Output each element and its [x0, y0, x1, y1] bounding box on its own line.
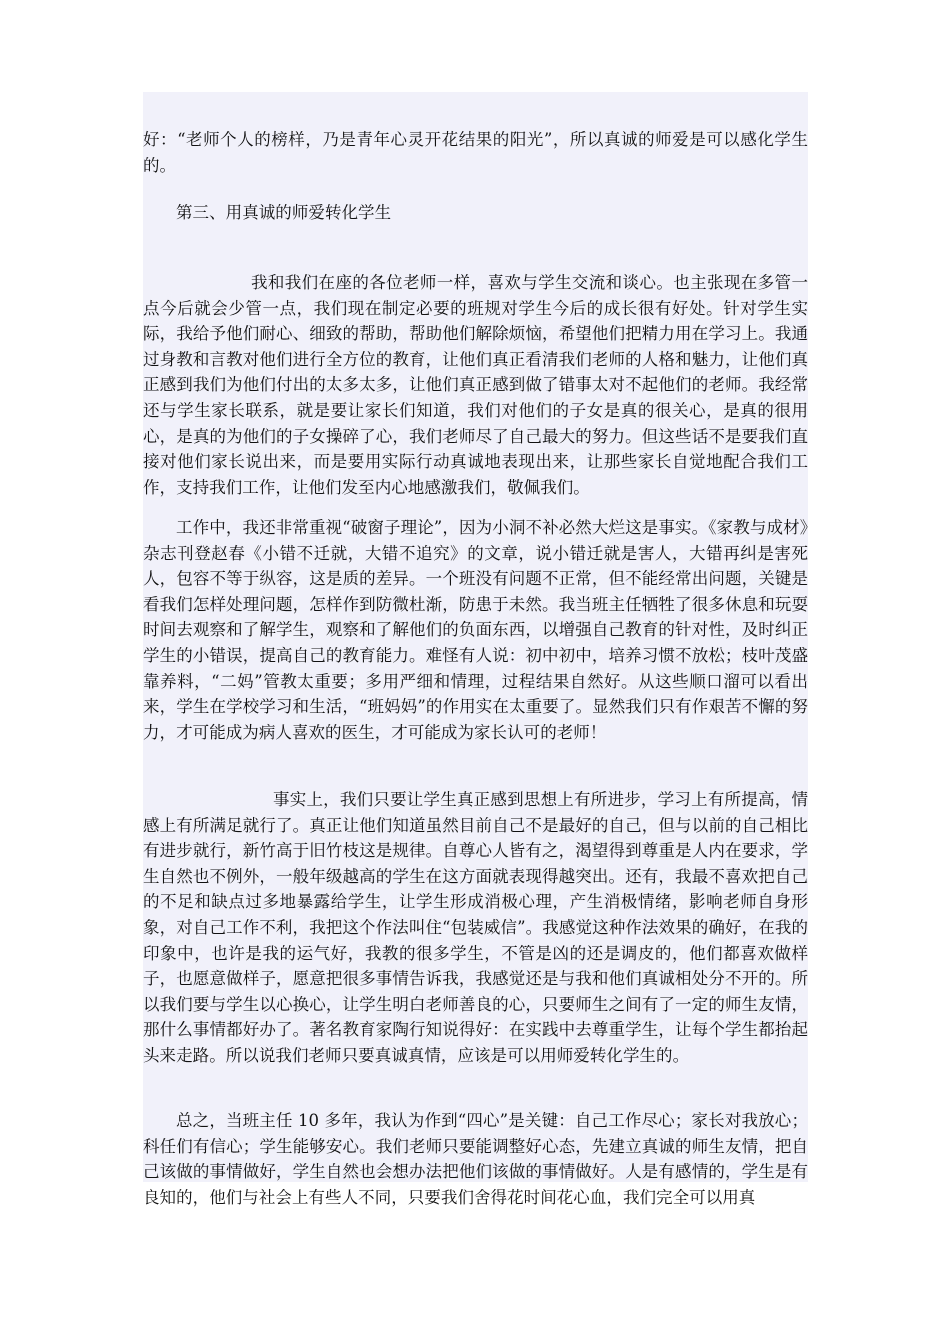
paragraph-respect-students: 事实上，我们只要让学生真正感到思想上有所进步，学习上有所提高，情感上有所满足就行了。真正让他们知道虽然目前自己不是最好的自己，但与以前的自己相比有进步就行，新竹高于旧竹枝这是规律。自尊心人皆有之，渴望得到尊重是人内在要求，学生自然也不例外，一般年级越高的学生在这方面就表现得越突出。还有，我最不喜欢把自己的不足和缺点过多地暴露给学生，让学生形成消极心理，产生消极情绪，影响老师自身形象，对自己工作不利，我把这个作法叫住“包装威信”。我感觉这种作法效果的确好，在我的印象中，也许是我的运气好，我教的很多学生，不管是凶的还是调皮的，他们都喜欢做样子，也愿意做样子，愿意把很多事情告诉我，我感觉还是与我和他们真诚相处分不开的。所以我们要与学生以心换心，让学生明白老师善良的心，只要师生之间有了一定的师生友情，那什么事情都好办了。著名教育家陶行知说得好：在实践中去尊重学生，让每个学生都抬起头来走路。所以说我们老师只要真诚真情，应该是可以用师爱转化学生的。	[143, 790, 808, 1065]
paragraph-communication: 我和我们在座的各位老师一样，喜欢与学生交流和谈心。也主张现在多管一点今后就会少管一点，我们现在制定必要的班规对学生今后的成长很有好处。针对学生实际，我给予他们耐心、细致的帮助，帮助他们解除烦恼，希望他们把精力用在学习上。我通过身教和言教对他们进行全方位的教育，让他们真正看清我们老师的人格和魅力，让他们真正感到我们为他们付出的太多太多，让他们真正感到做了错事太对不起他们的老师。我经常还与学生家长联系，就是要让家长们知道，我们对他们的子女是真的很关心，是真的很用心，是真的为他们的子女操碎了心，我们老师尽了自己最大的努力。但这些话不是要我们直接对他们家长说出来，而是要用实际行动真诚地表现出来，让那些家长自觉地配合我们工作，支持我们工作，让他们发至内心地感激我们，敬佩我们。	[143, 273, 808, 497]
section-heading-third: 第三、用真诚的师爱转化学生	[176, 203, 392, 222]
paragraph-broken-window: 工作中，我还非常重视“破窗子理论”，因为小洞不补必然大烂这是事实。《家教与成材》杂志刊登赵春《小错不迁就，大错不追究》的文章，说小错迁就是害人，大错再纠是害死人，包容不等于纵容，这是质的差异。一个班没有问题不正常，但不能经常出问题，关键是看我们怎样处理问题，怎样作到防微杜渐，防患于未然。我当班主任牺牲了很多休息和玩耍时间去观察和了解学生，观察和了解他们的负面东西，以增强自己教育的针对性，及时纠正学生的小错误，提高自己的教育能力。难怪有人说：初中初中，培养习惯不放松；枝叶茂盛靠养料，“二妈”管教太重要；多用严细和情理，过程结果自然好。从这些顺口溜可以看出来，学生在学校学习和生活，“班妈妈”的作用实在太重要了。显然我们只有作艰苦不懈的努力，才可能成为病人喜欢的医生，才可能成为家长认可的老师！	[143, 518, 808, 742]
document-page-content	[143, 92, 808, 1207]
paragraph-intro-quote: 好：“老师个人的榜样，乃是青年心灵开花结果的阳光”，所以真诚的师爱是可以感化学生的。	[143, 130, 808, 175]
paragraph-conclusion: 总之，当班主任 10 多年，我认为作到“四心”是关键：自己工作尽心；家长对我放心；科任们有信心；学生能够安心。我们老师只要能调整好心态，先建立真诚的师生友情，把自己该做的事情做好，学生自然也会想办法把他们该做的事情做好。人是有感情的，学生是有良知的，他们与社会上有些人不同，只要我们舍得花时间花心血，我们完全可以用真	[143, 1111, 808, 1207]
